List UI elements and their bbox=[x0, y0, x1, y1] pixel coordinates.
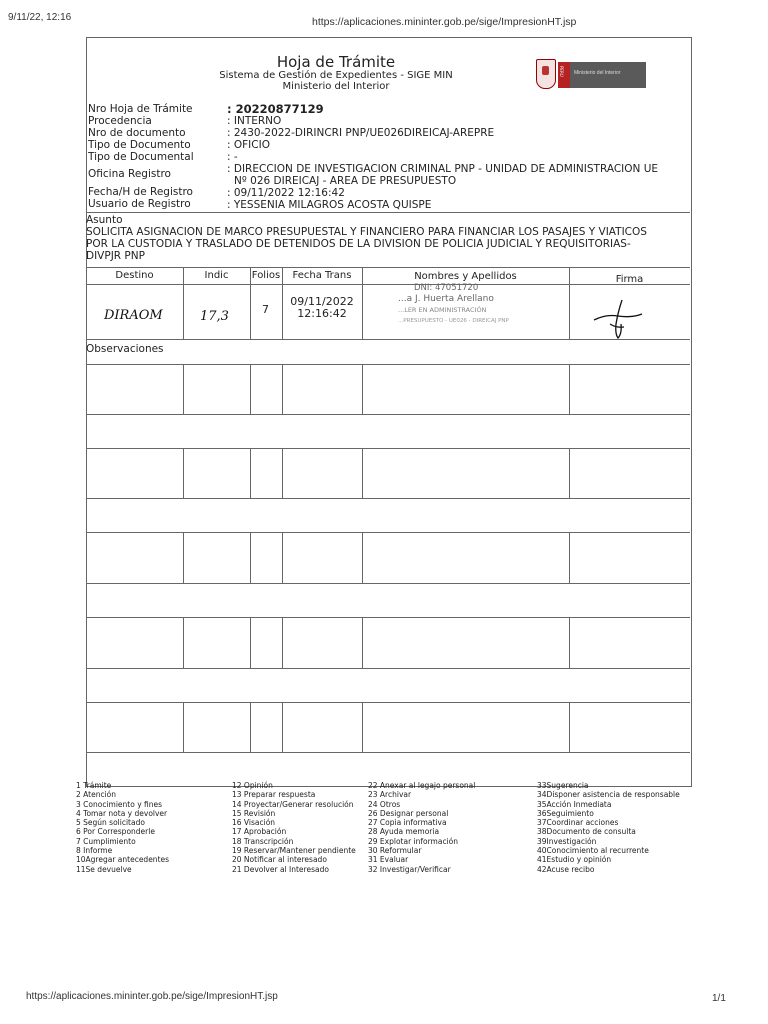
legend-col-1 bbox=[76, 781, 169, 874]
grid-line bbox=[569, 702, 570, 752]
legend-item: 3 Conocimiento y fines bbox=[76, 799, 163, 809]
legend-item: 2 Atención bbox=[76, 790, 117, 800]
legend-item: 1 Trámite bbox=[76, 781, 112, 790]
stamp-role: ...LER EN ADMINISTRACIÓN bbox=[398, 306, 487, 314]
legend-item: 23 Archivar bbox=[368, 790, 412, 800]
legend-item: 32 Investigar/Verificar bbox=[368, 864, 451, 874]
label-nro-documento: Nro de documento bbox=[88, 127, 186, 139]
ministry-name: Ministerio del Interior bbox=[282, 81, 390, 92]
label-usuario: Usuario de Registro bbox=[88, 198, 191, 210]
value-usuario: : YESSENIA MILAGROS ACOSTA QUISPE bbox=[227, 199, 432, 211]
grid-line bbox=[86, 617, 690, 618]
value-nro-hoja: : 20220877129 bbox=[227, 102, 324, 116]
asunto-line-1: SOLICITA ASIGNACION DE MARCO PRESUPUESTAL Y FINANCIERO PARA FINANCIAR LOS PASAJES Y VIATICOS bbox=[86, 226, 647, 238]
observaciones-label: Observaciones bbox=[86, 343, 164, 355]
grid-line bbox=[569, 617, 570, 668]
legend-item: 10Agregar antecedentes bbox=[76, 855, 170, 865]
grid-line bbox=[183, 617, 184, 668]
legend-col-3 bbox=[368, 781, 475, 874]
label-tipo-documental: Tipo de Documental bbox=[88, 151, 194, 163]
legend-item: 24 Otros bbox=[368, 799, 401, 809]
legend-item: 5 Según solicitado bbox=[76, 818, 145, 828]
label-nro-hoja: Nro Hoja de Trámite bbox=[88, 103, 193, 115]
grid-line bbox=[86, 752, 690, 753]
grid-line bbox=[569, 532, 570, 583]
grid-line bbox=[282, 532, 283, 583]
grid-line bbox=[282, 702, 283, 752]
value-tipo-documento: : OFICIO bbox=[227, 139, 270, 151]
grid-line bbox=[250, 702, 251, 752]
legend-item: 31 Evaluar bbox=[368, 855, 409, 865]
cell-folios: 7 bbox=[262, 303, 269, 316]
legend-item: 14 Proyectar/Generar resolución bbox=[232, 799, 354, 809]
page-number: 1/1 bbox=[712, 993, 726, 1004]
legend-col-4 bbox=[537, 781, 680, 874]
table-top-line bbox=[86, 267, 690, 268]
legend-item: 11Se devuelve bbox=[76, 864, 132, 874]
document-title: Hoja de Trámite bbox=[276, 53, 396, 71]
th-destino: Destino bbox=[115, 270, 154, 281]
value-fecha-registro: : 09/11/2022 12:16:42 bbox=[227, 187, 345, 199]
print-url: https://aplicaciones.mininter.gob.pe/sige/ImpresionHT.jsp bbox=[312, 16, 577, 28]
document-subtitle: Sistema de Gestión de Expedientes - SIGE MIN bbox=[219, 70, 453, 81]
th-indic: Indic bbox=[204, 270, 229, 281]
grid-line bbox=[569, 364, 570, 414]
grid-line bbox=[362, 364, 363, 414]
logo-country: PERÚ bbox=[559, 66, 564, 77]
grid-line bbox=[86, 448, 690, 449]
legend-item: 28 Ayuda memoria bbox=[368, 827, 440, 837]
value-oficina-1: : DIRECCION DE INVESTIGACION CRIMINAL PNP - UNIDAD DE ADMINISTRACION UE bbox=[227, 163, 659, 175]
grid-line bbox=[250, 448, 251, 498]
value-nro-documento: : 2430-2022-DIRINCRI PNP/UE026DIREICAJ-AREPRE bbox=[227, 127, 495, 139]
cell-indic: 17,3 bbox=[200, 309, 229, 324]
stamp-dni: DNI: 47051720 bbox=[414, 283, 479, 293]
print-datetime: 9/11/22, 12:16 bbox=[8, 12, 72, 23]
grid-line bbox=[282, 364, 283, 414]
legend-item: 18 Transcripción bbox=[232, 836, 294, 846]
legend-item: 36Seguimiento bbox=[537, 808, 594, 818]
grid-line bbox=[86, 414, 690, 415]
th-firma: Firma bbox=[615, 274, 644, 285]
grid-line bbox=[362, 617, 363, 668]
legend-item: 20 Notificar al interesado bbox=[232, 855, 327, 865]
value-tipo-documental: : - bbox=[227, 151, 238, 163]
label-tipo-documento: Tipo de Documento bbox=[88, 139, 191, 151]
grid-line bbox=[183, 532, 184, 583]
stamp-name: ...a J. Huerta Arellano bbox=[398, 294, 494, 304]
legend-item: 19 Reservar/Mantener pendiente bbox=[232, 846, 356, 856]
grid-line bbox=[183, 448, 184, 498]
grid-line bbox=[250, 532, 251, 583]
grid-line bbox=[86, 668, 690, 669]
legend-item: 42Acuse recibo bbox=[537, 864, 595, 874]
legend-item: 40Conocimiento al recurrente bbox=[537, 846, 649, 856]
legend-item: 22 Anexar al legajo personal bbox=[368, 781, 476, 790]
logo-flag bbox=[558, 62, 570, 88]
legend-item: 15 Revisión bbox=[232, 808, 276, 818]
grid-line bbox=[86, 498, 690, 499]
grid-line bbox=[362, 448, 363, 498]
grid-line bbox=[183, 364, 184, 414]
asunto-label: Asunto bbox=[86, 214, 123, 226]
signature bbox=[588, 294, 648, 342]
grid-line bbox=[362, 532, 363, 583]
th-fecha-trans: Fecha Trans bbox=[292, 270, 352, 281]
grid-line bbox=[86, 702, 690, 703]
legend-item: 26 Designar personal bbox=[368, 808, 449, 818]
value-procedencia: : INTERNO bbox=[227, 115, 282, 127]
legend-item: 34Disponer asistencia de responsable bbox=[537, 790, 680, 800]
ministry-logo bbox=[536, 56, 648, 92]
legend-item: 17 Aprobación bbox=[232, 827, 287, 837]
label-fecha-registro: Fecha/H de Registro bbox=[88, 186, 193, 198]
legend-item: 7 Cumplimiento bbox=[76, 836, 136, 846]
legend-item: 29 Explotar información bbox=[368, 836, 459, 846]
legend-item: 30 Reformular bbox=[368, 846, 422, 856]
legend-item: 21 Devolver al Interesado bbox=[232, 864, 329, 874]
legend-item: 16 Visación bbox=[232, 818, 276, 828]
cell-fecha-time: 12:16:42 bbox=[297, 307, 347, 320]
legend-item: 13 Preparar respuesta bbox=[232, 790, 316, 800]
legend-item: 35Acción Inmediata bbox=[537, 799, 612, 809]
cell-fecha-date: 09/11/2022 bbox=[290, 295, 354, 308]
legend-item: 39Investigación bbox=[537, 836, 597, 846]
value-oficina-2: Nº 026 DIREICAJ - AREA DE PRESUPUESTO bbox=[234, 175, 457, 187]
th-folios: Folios bbox=[251, 270, 281, 281]
label-oficina: Oficina Registro bbox=[88, 168, 171, 180]
asunto-line-2: POR LA CUSTODIA Y TRASLADO DE DETENIDOS DE LA DIVISION DE POLICIA JUDICIAL Y REQUISITORIAS- bbox=[86, 238, 631, 250]
legend-item: 37Coordinar acciones bbox=[537, 818, 619, 828]
grid-line bbox=[86, 583, 690, 584]
grid-line bbox=[250, 617, 251, 668]
grid-line bbox=[282, 617, 283, 668]
legend-col-2 bbox=[232, 781, 356, 874]
grid-line bbox=[282, 448, 283, 498]
legend-item: 12 Opinión bbox=[232, 781, 273, 790]
logo-text: Ministerio del Interior bbox=[574, 70, 621, 76]
grid-line bbox=[250, 364, 251, 414]
divider bbox=[86, 212, 690, 213]
th-nombres: Nombres y Apellidos bbox=[414, 271, 517, 282]
legend-item: 41Estudio y opinión bbox=[537, 855, 612, 865]
stamp-area: ...PRESUPUESTO - UE026 - DIREICAJ PNP bbox=[398, 318, 509, 324]
logo-banner bbox=[558, 62, 646, 88]
asunto-line-3: DIVPJR PNP bbox=[86, 250, 145, 262]
grid-line bbox=[362, 702, 363, 752]
label-procedencia: Procedencia bbox=[88, 115, 152, 127]
legend-item: 33Sugerencia bbox=[537, 781, 589, 790]
grid-line bbox=[86, 364, 690, 365]
grid-line bbox=[183, 702, 184, 752]
cell-destino: DIRAOM bbox=[104, 308, 163, 323]
legend-item: 6 Por Corresponderle bbox=[76, 827, 155, 837]
grid-line bbox=[569, 448, 570, 498]
grid-line bbox=[86, 532, 690, 533]
coat-of-arms-icon bbox=[536, 59, 556, 89]
legend-item: 38Documento de consulta bbox=[537, 827, 636, 837]
cell-stamp bbox=[398, 283, 509, 327]
legend-item: 27 Copia informativa bbox=[368, 818, 447, 828]
legend-item: 4 Tomar nota y devolver bbox=[76, 808, 168, 818]
cell-fecha-trans bbox=[282, 296, 362, 320]
footer-url: https://aplicaciones.mininter.gob.pe/sige/ImpresionHT.jsp bbox=[26, 991, 278, 1002]
legend-item: 8 Informe bbox=[76, 846, 113, 856]
asunto-text bbox=[86, 226, 690, 262]
